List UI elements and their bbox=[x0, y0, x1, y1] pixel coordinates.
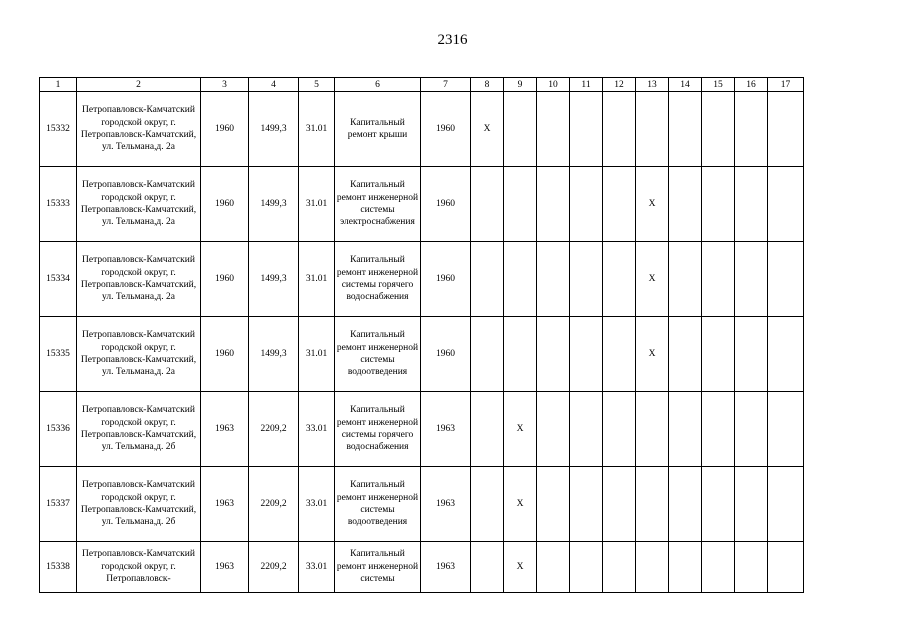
address-cell-text: Петропавловск-Камчатский городской округ, г. Петропавловск-Камчатский, ул. Тельмана,д. 2а bbox=[80, 330, 197, 378]
mark-cell bbox=[669, 167, 702, 242]
year-cell bbox=[421, 92, 471, 167]
column-header: 17 bbox=[768, 78, 804, 92]
mark-cell bbox=[603, 242, 636, 317]
repair-program-table bbox=[39, 77, 804, 593]
area-cell bbox=[249, 317, 299, 392]
year-cell bbox=[421, 242, 471, 317]
address-cell bbox=[77, 92, 201, 167]
mark-cell bbox=[570, 467, 603, 542]
area-cell bbox=[249, 92, 299, 167]
mark-cell: X bbox=[504, 392, 537, 467]
column-header: 3 bbox=[201, 78, 249, 92]
year-built-cell bbox=[201, 317, 249, 392]
mark-cell bbox=[570, 317, 603, 392]
mark-cell bbox=[570, 242, 603, 317]
mark-cell bbox=[669, 392, 702, 467]
table-row bbox=[40, 542, 804, 593]
table-row bbox=[40, 317, 804, 392]
year-built-cell bbox=[201, 467, 249, 542]
record-id-cell-text: 15332 bbox=[46, 123, 70, 134]
table-row bbox=[40, 92, 804, 167]
column-header: 7 bbox=[421, 78, 471, 92]
mark-cell bbox=[735, 542, 768, 593]
column-header: 5 bbox=[299, 78, 335, 92]
code-cell-text: 33.01 bbox=[305, 498, 328, 509]
year-cell-text: 1960 bbox=[436, 273, 455, 284]
mark-cell bbox=[636, 92, 669, 167]
address-cell bbox=[77, 467, 201, 542]
year-built-cell-text: 1963 bbox=[215, 498, 234, 509]
address-cell-text: Петропавловск-Камчатский городской округ, г. Петропавловск-Камчатский, ул. Тельмана,д. 2а bbox=[80, 180, 197, 228]
mark-cell bbox=[504, 242, 537, 317]
mark-cell bbox=[471, 167, 504, 242]
column-header: 12 bbox=[603, 78, 636, 92]
mark-cell bbox=[471, 392, 504, 467]
year-cell bbox=[421, 167, 471, 242]
address-cell bbox=[77, 542, 201, 593]
column-header: 1 bbox=[40, 78, 77, 92]
record-id-cell bbox=[40, 392, 77, 467]
code-cell bbox=[299, 317, 335, 392]
mark-cell bbox=[537, 92, 570, 167]
record-id-cell bbox=[40, 167, 77, 242]
mark-cell bbox=[768, 92, 804, 167]
work-type-cell-text: Капитальный ремонт инженерной системы bbox=[336, 549, 419, 585]
mark-cell bbox=[768, 542, 804, 593]
work-type-cell-text: Капитальный ремонт крыши bbox=[347, 117, 408, 140]
mark-cell bbox=[504, 167, 537, 242]
mark-cell bbox=[603, 317, 636, 392]
mark-cell bbox=[471, 317, 504, 392]
mark-cell bbox=[735, 242, 768, 317]
column-header: 14 bbox=[669, 78, 702, 92]
mark-cell: X bbox=[504, 467, 537, 542]
mark-cell bbox=[702, 167, 735, 242]
column-header: 6 bbox=[335, 78, 421, 92]
column-header: 10 bbox=[537, 78, 570, 92]
area-cell-text: 1499,3 bbox=[260, 198, 287, 209]
column-header: 13 bbox=[636, 78, 669, 92]
mark-cell bbox=[768, 317, 804, 392]
mark-cell bbox=[570, 542, 603, 593]
area-cell-text: 2209,2 bbox=[260, 423, 287, 434]
work-type-cell bbox=[335, 92, 421, 167]
address-cell-text: Петропавловск-Камчатский городской округ, г. Петропавловск-Камчатский, ул. Тельмана,д. 2а bbox=[80, 105, 197, 153]
mark-cell bbox=[702, 542, 735, 593]
work-type-cell-text: Капитальный ремонт инженерной системы водоотведения bbox=[336, 330, 419, 378]
year-built-cell bbox=[201, 167, 249, 242]
work-type-cell bbox=[335, 167, 421, 242]
address-cell bbox=[77, 167, 201, 242]
column-header: 9 bbox=[504, 78, 537, 92]
year-built-cell-text: 1960 bbox=[215, 273, 234, 284]
year-cell bbox=[421, 542, 471, 593]
year-cell-text: 1963 bbox=[436, 498, 455, 509]
mark-cell bbox=[537, 317, 570, 392]
mark-cell: X bbox=[471, 92, 504, 167]
mark-cell: X bbox=[636, 167, 669, 242]
mark-cell bbox=[471, 467, 504, 542]
work-type-cell bbox=[335, 467, 421, 542]
code-cell-text: 31.01 bbox=[305, 273, 328, 284]
page-number: 2316 bbox=[437, 32, 468, 48]
year-built-cell bbox=[201, 542, 249, 593]
area-cell-text: 1499,3 bbox=[260, 123, 287, 134]
address-cell bbox=[77, 392, 201, 467]
area-cell-text: 1499,3 bbox=[260, 348, 287, 359]
record-id-cell-text: 15333 bbox=[46, 198, 70, 209]
area-cell bbox=[249, 392, 299, 467]
record-id-cell-text: 15337 bbox=[46, 498, 70, 509]
mark-cell bbox=[768, 392, 804, 467]
column-header: 8 bbox=[471, 78, 504, 92]
record-id-cell bbox=[40, 92, 77, 167]
area-cell-text: 2209,2 bbox=[260, 561, 287, 572]
mark-cell bbox=[603, 92, 636, 167]
code-cell bbox=[299, 467, 335, 542]
year-cell-text: 1963 bbox=[436, 423, 455, 434]
year-cell bbox=[421, 467, 471, 542]
mark-cell bbox=[669, 242, 702, 317]
record-id-cell-text: 15336 bbox=[46, 423, 70, 434]
table-row bbox=[40, 242, 804, 317]
mark-cell bbox=[735, 392, 768, 467]
work-type-cell-text: Капитальный ремонт инженерной системы горячего водоснабжения bbox=[336, 405, 419, 453]
work-type-cell bbox=[335, 542, 421, 593]
mark-cell bbox=[570, 392, 603, 467]
work-type-cell bbox=[335, 242, 421, 317]
mark-cell bbox=[702, 467, 735, 542]
mark-cell bbox=[537, 467, 570, 542]
column-header: 2 bbox=[77, 78, 201, 92]
mark-cell bbox=[669, 542, 702, 593]
mark-cell: X bbox=[636, 242, 669, 317]
code-cell-text: 31.01 bbox=[305, 348, 328, 359]
mark-cell bbox=[735, 317, 768, 392]
record-id-cell bbox=[40, 467, 77, 542]
year-built-cell-text: 1960 bbox=[215, 198, 234, 209]
mark-cell bbox=[669, 467, 702, 542]
mark-cell bbox=[702, 392, 735, 467]
mark-cell bbox=[636, 392, 669, 467]
column-header: 15 bbox=[702, 78, 735, 92]
mark-cell bbox=[735, 467, 768, 542]
code-cell bbox=[299, 92, 335, 167]
mark-cell bbox=[768, 242, 804, 317]
address-cell-text: Петропавловск-Камчатский городской округ, г. Петропавловск-Камчатский, ул. Тельмана,д. 2б bbox=[80, 405, 197, 453]
mark-cell bbox=[504, 92, 537, 167]
mark-cell bbox=[603, 467, 636, 542]
record-id-cell-text: 15334 bbox=[46, 273, 70, 284]
year-cell-text: 1960 bbox=[436, 198, 455, 209]
mark-cell bbox=[636, 542, 669, 593]
header-row bbox=[40, 78, 804, 92]
address-cell-text: Петропавловск-Камчатский городской округ, г. Петропавловск-Камчатский, ул. Тельмана,д. 2а bbox=[80, 255, 197, 303]
mark-cell bbox=[702, 92, 735, 167]
mark-cell bbox=[603, 167, 636, 242]
table-row bbox=[40, 467, 804, 542]
year-built-cell bbox=[201, 92, 249, 167]
mark-cell bbox=[702, 242, 735, 317]
mark-cell bbox=[570, 167, 603, 242]
work-type-cell bbox=[335, 392, 421, 467]
year-cell bbox=[421, 317, 471, 392]
year-cell-text: 1963 bbox=[436, 561, 455, 572]
code-cell-text: 31.01 bbox=[305, 198, 328, 209]
area-cell bbox=[249, 467, 299, 542]
work-type-cell-text: Капитальный ремонт инженерной системы электроснабжения bbox=[336, 180, 419, 228]
year-built-cell bbox=[201, 242, 249, 317]
mark-cell bbox=[603, 392, 636, 467]
code-cell-text: 33.01 bbox=[305, 561, 328, 572]
code-cell-text: 33.01 bbox=[305, 423, 328, 434]
code-cell bbox=[299, 242, 335, 317]
record-id-cell bbox=[40, 542, 77, 593]
year-cell-text: 1960 bbox=[436, 123, 455, 134]
column-header: 4 bbox=[249, 78, 299, 92]
area-cell bbox=[249, 167, 299, 242]
mark-cell bbox=[669, 317, 702, 392]
table-row bbox=[40, 392, 804, 467]
mark-cell bbox=[537, 392, 570, 467]
record-id-cell-text: 15335 bbox=[46, 348, 70, 359]
record-id-cell bbox=[40, 317, 77, 392]
work-type-cell-text: Капитальный ремонт инженерной системы горячего водоснабжения bbox=[336, 255, 419, 303]
record-id-cell-text: 15338 bbox=[46, 561, 70, 572]
address-cell-text: Петропавловск-Камчатский городской округ, г. Петропавловск-Камчатский, ул. Тельмана,д. 2б bbox=[80, 480, 197, 528]
code-cell-text: 31.01 bbox=[305, 123, 328, 134]
mark-cell bbox=[636, 467, 669, 542]
year-built-cell-text: 1963 bbox=[215, 561, 234, 572]
year-cell-text: 1960 bbox=[436, 348, 455, 359]
area-cell-text: 1499,3 bbox=[260, 273, 287, 284]
mark-cell bbox=[537, 542, 570, 593]
mark-cell: X bbox=[504, 542, 537, 593]
mark-cell bbox=[471, 542, 504, 593]
table-row bbox=[40, 167, 804, 242]
mark-cell: X bbox=[636, 317, 669, 392]
code-cell bbox=[299, 542, 335, 593]
year-built-cell-text: 1960 bbox=[215, 348, 234, 359]
mark-cell bbox=[768, 467, 804, 542]
work-type-cell-text: Капитальный ремонт инженерной системы водоотведения bbox=[336, 480, 419, 528]
address-cell bbox=[77, 242, 201, 317]
year-built-cell-text: 1960 bbox=[215, 123, 234, 134]
mark-cell bbox=[504, 317, 537, 392]
year-cell bbox=[421, 392, 471, 467]
area-cell bbox=[249, 542, 299, 593]
column-header: 11 bbox=[570, 78, 603, 92]
mark-cell bbox=[570, 92, 603, 167]
mark-cell bbox=[735, 92, 768, 167]
code-cell bbox=[299, 167, 335, 242]
mark-cell bbox=[768, 167, 804, 242]
area-cell bbox=[249, 242, 299, 317]
mark-cell bbox=[735, 167, 768, 242]
year-built-cell bbox=[201, 392, 249, 467]
year-built-cell-text: 1963 bbox=[215, 423, 234, 434]
address-cell-text: Петропавловск-Камчатский городской округ, г. Петропавловск- bbox=[82, 549, 195, 585]
area-cell-text: 2209,2 bbox=[260, 498, 287, 509]
record-id-cell bbox=[40, 242, 77, 317]
mark-cell bbox=[603, 542, 636, 593]
work-type-cell bbox=[335, 317, 421, 392]
mark-cell bbox=[537, 167, 570, 242]
mark-cell bbox=[669, 92, 702, 167]
mark-cell bbox=[702, 317, 735, 392]
mark-cell bbox=[537, 242, 570, 317]
column-header: 16 bbox=[735, 78, 768, 92]
address-cell bbox=[77, 317, 201, 392]
code-cell bbox=[299, 392, 335, 467]
mark-cell bbox=[471, 242, 504, 317]
